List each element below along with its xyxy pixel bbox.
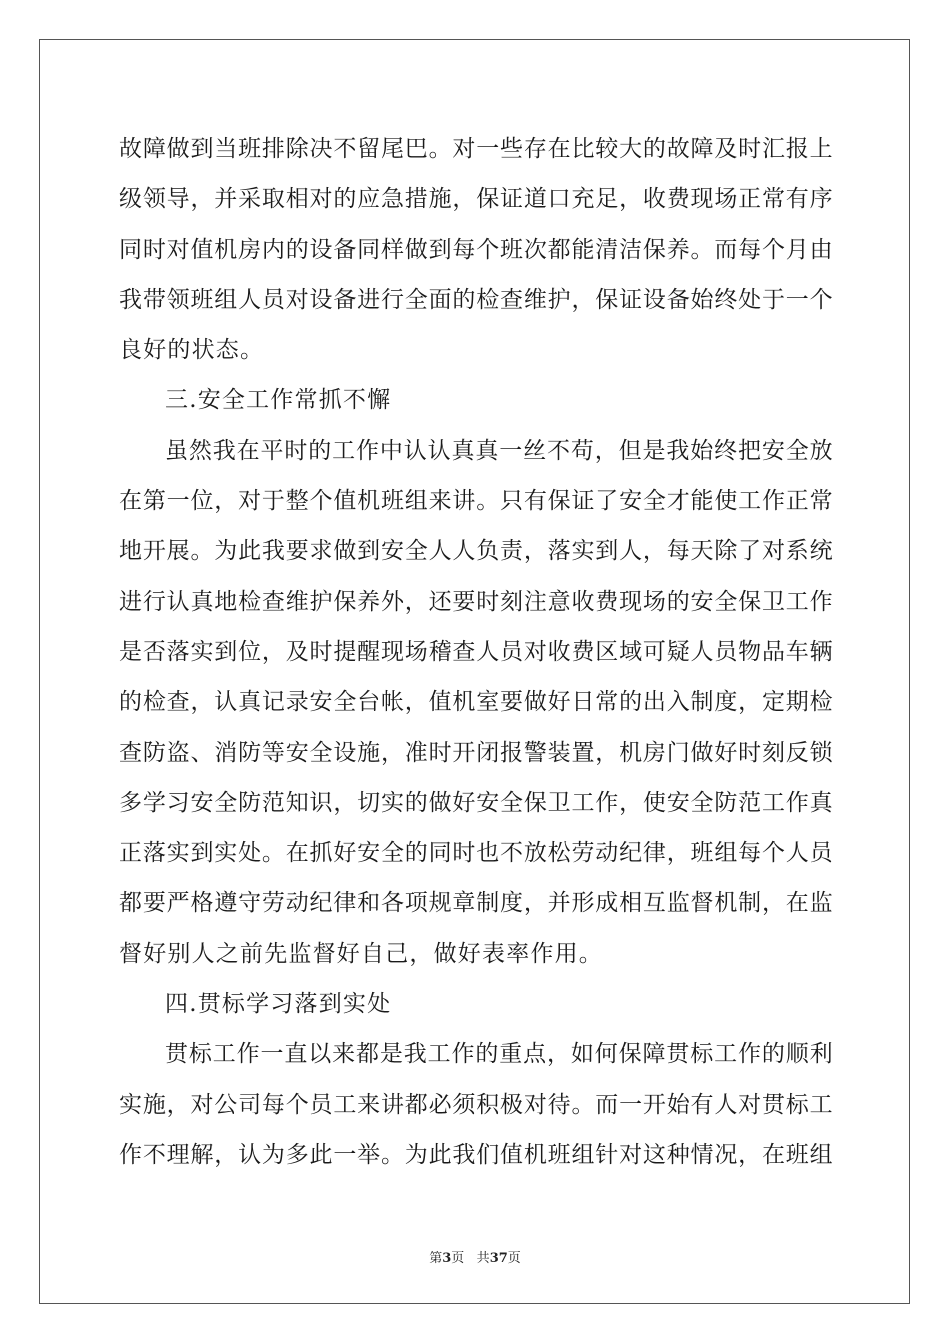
footer-total-pages: 37 <box>489 1251 508 1266</box>
text-line: 级 领 导 ， 并 采 取 相 对 的 应 急 措 施 ， 保 证 道 口 充 足 ， 收 费 现 场 正 常 有 序 <box>119 186 833 213</box>
text-line: 都 要 严 格 遵 守 劳 动 纪 律 和 各 项 规 章 制 度 ， 并 形 成 相 互 监 督 机 制 ， 在 监 <box>119 890 833 917</box>
text-line: 是 否 落 实 到 位 ， 及 时 提 醒 现 场 稽 查 人 员 对 收 费 区 域 可 疑 人 员 物 品 车 辆 <box>119 638 833 665</box>
page-footer <box>0 1247 950 1266</box>
text-line: 贯 标 工 作 一 直 以 来 都 是 我 工 作 的 重 点 ， 如 何 保 障 贯 标 工 作 的 顺 利 <box>165 1041 833 1068</box>
document-body <box>119 124 833 1180</box>
text-line: 实 施 ， 对 公 司 每 个 员 工 来 讲 都 必 须 积 极 对 待 。 而 一 开 始 有 人 对 贯 标 工 <box>119 1091 833 1118</box>
text-line: 督好别人之前先监督好自己，做好表率作用。 <box>119 940 603 967</box>
text-line: 四.贯标学习落到实处 <box>165 991 392 1018</box>
text-line: 查 防 盗 、 消 防 等 安 全 设 施 ， 准 时 开 闭 报 警 装 置 ， 机 房 门 做 好 时 刻 反 锁 <box>119 739 833 766</box>
text-line: 虽 然 我 在 平 时 的 工 作 中 认 认 真 真 一 丝 不 苟 ， 但 是 我 始 终 把 安 全 放 <box>165 437 833 464</box>
text-line: 同 时 对 值 机 房 内 的 设 备 同 样 做 到 每 个 班 次 都 能 清 洁 保 养 。 而 每 个 月 由 <box>119 236 833 263</box>
text-line: 故 障 做 到 当 班 排 除 决 不 留 尾 巴 。 对 一 些 存 在 比 较 大 的 故 障 及 时 汇 报 上 <box>119 136 833 162</box>
text-line: 作 不 理 解 ， 认 为 多 此 一 举 。 为 此 我 们 值 机 班 组 针 对 这 种 情 况 ， 在 班 组 <box>119 1141 833 1168</box>
footer-page-suffix: 页 <box>451 1251 465 1266</box>
footer-page-number: 3 <box>442 1251 452 1266</box>
text-line: 三.安全工作常抓不懈 <box>165 387 392 414</box>
text-line: 进 行 认 真 地 检 查 维 护 保 养 外 ， 还 要 时 刻 注 意 收 费 现 场 的 安 全 保 卫 工 作 <box>119 588 833 615</box>
text-line: 在 第 一 位 ， 对 于 整 个 值 机 班 组 来 讲 。 只 有 保 证 了 安 全 才 能 使 工 作 正 常 <box>119 488 833 515</box>
text-line: 良好的状态。 <box>119 337 265 364</box>
text-line: 正 落 实 到 实 处 。 在 抓 好 安 全 的 同 时 也 不 放 松 劳 动 纪 律 ， 班 组 每 个 人 员 <box>119 840 833 867</box>
text-line: 多 学 习 安 全 防 范 知 识 ， 切 实 的 做 好 安 全 保 卫 工 作 ， 使 安 全 防 范 工 作 真 <box>119 789 833 816</box>
footer-page-prefix: 第 <box>429 1251 443 1266</box>
footer-total-suffix: 页 <box>507 1251 521 1266</box>
text-line: 地 开 展 。 为 此 我 要 求 做 到 安 全 人 人 负 责 ， 落 实 到 人 ， 每 天 除 了 对 系 统 <box>119 538 833 565</box>
text-line: 的 检 查 ， 认 真 记 录 安 全 台 帐 ， 值 机 室 要 做 好 日 常 的 出 入 制 度 ， 定 期 检 <box>119 689 833 716</box>
text-line: 我 带 领 班 组 人 员 对 设 备 进 行 全 面 的 检 查 维 护 ， 保 证 设 备 始 终 处 于 一 个 <box>119 286 833 313</box>
footer-total-prefix: 共 <box>476 1251 490 1266</box>
